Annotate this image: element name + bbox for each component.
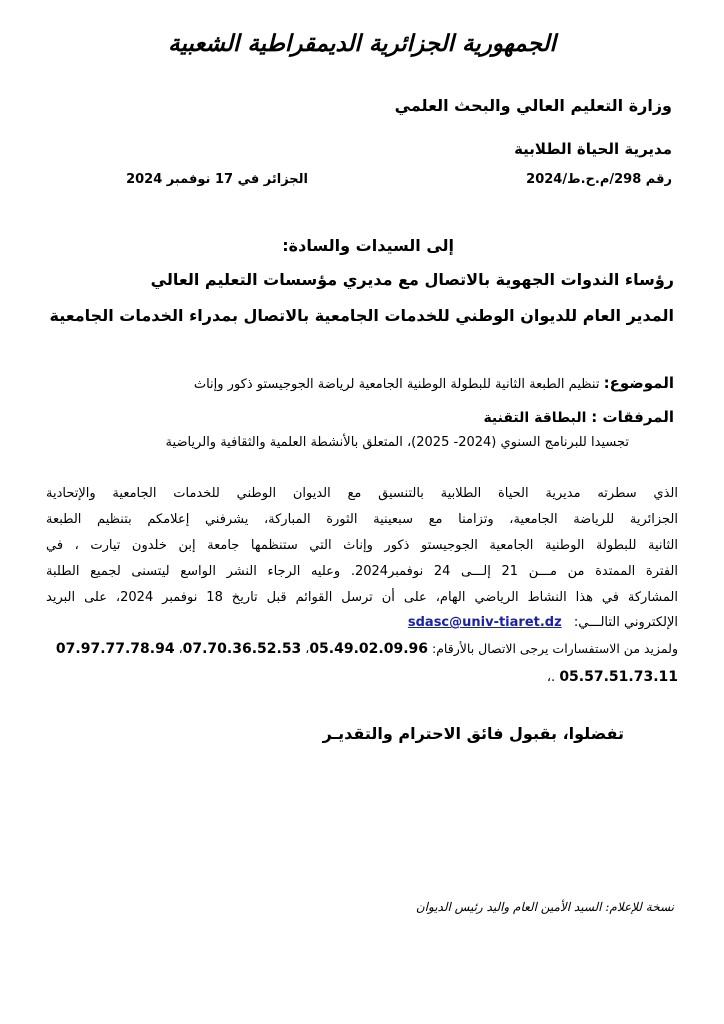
republic-title: الجمهورية الجزائرية الديمقراطية الشعبية bbox=[168, 30, 556, 57]
closing-formula: تفضلوا، بقبول فائق الاحترام والتقديـر bbox=[322, 724, 624, 743]
body-line-1: تجسيدا للبرنامج السنوي (2024- 2025)، المتعلق بالأنشطة العلمية والثقافية والرياضية bbox=[165, 435, 629, 450]
copy-notice bbox=[416, 900, 674, 914]
body-line-3: الجزائرية للرياضة الجامعية، وتزامنا مع سبعينية الثورة المباركة، يشرفني إعلامكم بتنظيم الطبعة bbox=[46, 512, 678, 527]
addressee-line-1: رؤساء الندوات الجهوية بالاتصال مع مديري مؤسسات التعليم العالي bbox=[150, 270, 674, 289]
attachments-text: البطاقة التقنية bbox=[483, 410, 587, 426]
body-line-6: المشاركة في هذا النشاط الرياضي الهام، على أن ترسل القوائم قبل تاريخ 18 نوفمبر 2024، على البريد bbox=[46, 590, 678, 605]
ministry-name: وزارة التعليم العالي والبحث العلمي bbox=[394, 96, 672, 115]
email-line bbox=[408, 610, 678, 636]
email-label: الإلكتروني التالـــي: bbox=[573, 615, 678, 630]
copy-text: السيد الأمين العام واليد رئيس الديوان bbox=[415, 900, 602, 914]
directorate-name: مديرية الحياة الطلابية bbox=[514, 140, 672, 158]
phone-number-1: 05.49.02.09.96 bbox=[309, 641, 428, 657]
contact-line: ولمزيد من الاستفسارات يرجى الاتصال بالأرقام: 05.49.02.09.96، 07.70.36.52.53، 07.97.77.78.94 bbox=[55, 641, 678, 657]
reference-number: رقم 298/م.ح.ط/2024 bbox=[526, 172, 672, 187]
copy-label: نسخة للإعلام: bbox=[605, 900, 674, 914]
phone-number-3: 07.97.77.78.94 bbox=[55, 641, 175, 657]
email-link[interactable]: sdasc@univ-tiaret.dz bbox=[407, 615, 562, 630]
addressee-line-2: المدير العام للديوان الوطني للخدمات الجامعية بالاتصال بمدراء الخدمات الجامعية bbox=[49, 306, 674, 325]
body-line-4: الثانية للبطولة الوطنية الجامعية الجوجيستو ذكور وإناث التي ستنظمها جامعة إبن خلدون تيارت ، في bbox=[46, 538, 678, 553]
phone-number-2: 07.70.36.52.53 bbox=[182, 641, 302, 657]
subject-line bbox=[194, 374, 674, 392]
place-date: الجزائر في 17 نوفمبر 2024 bbox=[126, 172, 308, 187]
attachments-label: المرفقات : bbox=[591, 408, 674, 426]
attachments-line bbox=[483, 408, 674, 426]
contact-label: ولمزيد من الاستفسارات يرجى الاتصال بالأرقام: bbox=[431, 641, 678, 656]
subject-label: الموضوع: bbox=[603, 374, 674, 392]
addressee-label: إلى السيدات والسادة: bbox=[282, 236, 454, 255]
body-line-2: الذي سطرته مديرية الحياة الطلابية بالتنسيق مع الديوان الوطني للخدمات الجامعية والإتحادية bbox=[46, 486, 678, 501]
body-line-5: الفترة الممتدة من مـــن 21 إلـــى 24 نوفمبر2024. وعليه الرجاء النشر الواسع ليتسنى لجميع الطلبة bbox=[46, 564, 678, 579]
contact-line-2: 05.57.51.73.11 .، bbox=[546, 669, 678, 685]
phone-number-4: 05.57.51.73.11 bbox=[559, 669, 678, 685]
subject-text: تنظيم الطبعة الثانية للبطولة الوطنية الجامعية لرياضة الجوجيستو ذكور وإناث bbox=[193, 377, 600, 392]
